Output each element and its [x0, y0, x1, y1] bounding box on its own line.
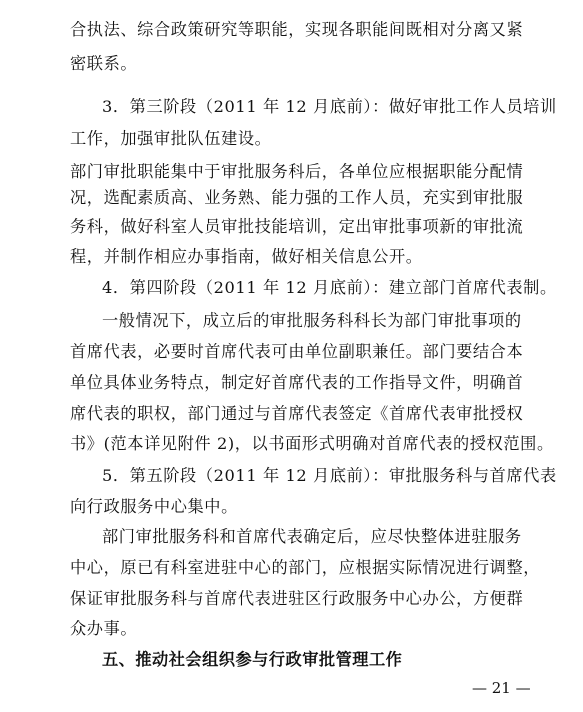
text-line: 书》(范本详见附件 2)，以书面形式明确对首席代表的授权范围。 — [70, 434, 554, 453]
text-line: 务科，做好科室人员审批技能培训，定出审批事项新的审批流 — [70, 217, 524, 236]
section-title: 五、推动社会组织参与行政审批管理工作 — [102, 650, 403, 669]
text-line: 保证审批服务科与首席代表进驻区行政服务中心办公，方便群 — [70, 589, 524, 608]
text-line: 工作，加强审批队伍建设。 — [70, 129, 272, 148]
text-line: 况，选配素质高、业务熟、能力强的工作人员，充实到审批服 — [70, 188, 524, 207]
text-line: 密联系。 — [70, 54, 138, 73]
text-line: 程，并制作相应办事指南，做好相关信息公开。 — [70, 247, 423, 266]
section-heading: 4．第四阶段（2011 年 12 月底前）：建立部门首席代表制。 — [102, 278, 557, 297]
text-line: 部门审批职能集中于审批服务科后，各单位应根据职能分配情 — [70, 162, 524, 181]
text-line: 席代表的职权，部门通过与首席代表签定《首席代表审批授权 — [70, 404, 524, 423]
text-line: 向行政服务中心集中。 — [70, 497, 238, 516]
text-line: 中心，原已有科室进驻中心的部门，应根据实际情况进行调整， — [70, 558, 541, 577]
text-line: 众办事。 — [70, 619, 138, 638]
page-number: — 21 — — [472, 679, 531, 697]
text-line: 部门审批服务科和首席代表确定后，应尽快整体进驻服务 — [102, 527, 522, 546]
section-heading: 5．第五阶段（2011 年 12 月底前）：审批服务科与首席代表 — [102, 466, 557, 485]
text-line: 合执法、综合政策研究等职能，实现各职能间既相对分离又紧 — [70, 20, 524, 39]
text-line: 一般情况下，成立后的审批服务科科长为部门审批事项的 — [102, 311, 522, 330]
section-heading: 3．第三阶段（2011 年 12 月底前）：做好审批工作人员培训 — [102, 97, 557, 116]
text-line: 首席代表，必要时首席代表可由单位副职兼任。部门要结合本 — [70, 342, 524, 361]
text-line: 单位具体业务特点，制定好首席代表的工作指导文件，明确首 — [70, 373, 524, 392]
